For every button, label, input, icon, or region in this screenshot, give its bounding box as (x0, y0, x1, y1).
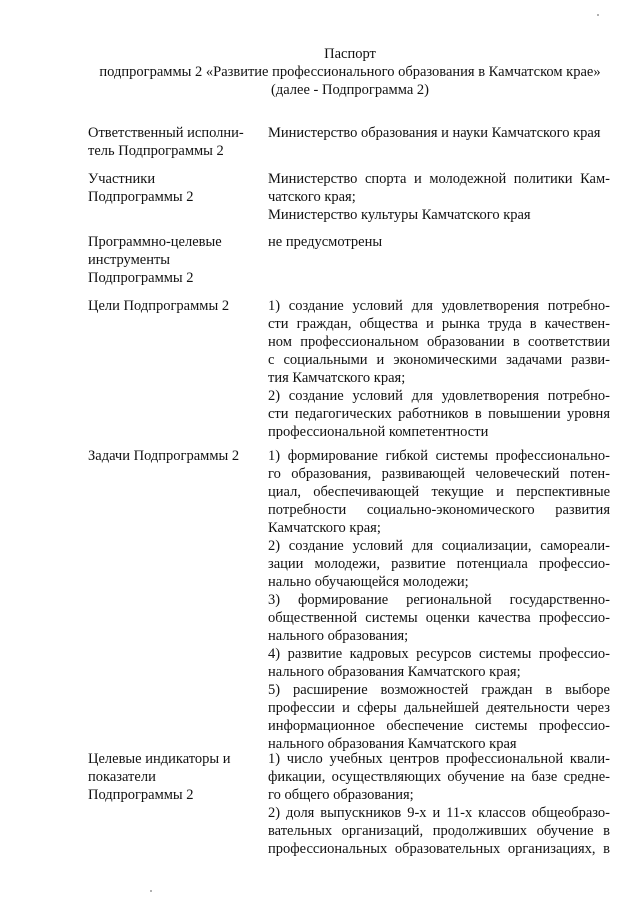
row-value-line: нального образования Камчатского края; (268, 664, 521, 680)
row-label-line: Задачи Подпрограммы 2 (88, 448, 240, 464)
row-value-line: 2) создание условий для социализации, самореали- (268, 538, 610, 554)
row-value-line: 2) доля выпускников 9-х и 11-х классов общеобразо- (268, 805, 610, 821)
scan-speck (597, 14, 599, 16)
row-value-line: тия Камчатского края; (268, 370, 406, 386)
row-label (88, 447, 260, 465)
row-value-line: 1) создание условий для удовлетворения потребно- (268, 298, 610, 314)
subprogram-alias: (далее - Подпрограмма 2) (271, 82, 429, 98)
row-label (88, 750, 260, 804)
row-value-line: 3) формирование региональной государственно- (268, 592, 610, 608)
row-value (268, 233, 610, 251)
row-value-line: Камчатского края; (268, 520, 381, 536)
row-value-line: Министерство образования и науки Камчатского края (268, 125, 601, 141)
row-value-line: нального образования Камчатского края (268, 736, 517, 752)
row-label-line: показатели (88, 769, 156, 785)
row-label-line: Цели Подпрограммы 2 (88, 298, 230, 314)
row-label-line: тель Подпрограммы 2 (88, 143, 224, 159)
row-label (88, 170, 260, 206)
row-value (268, 297, 610, 441)
row-value-line: 2) создание условий для удовлетворения потребно- (268, 388, 610, 404)
row-value-line: потребности социально-экономического развития (268, 502, 610, 518)
row-value-line: Министерство культуры Камчатского края (268, 207, 531, 223)
document-title: Паспорт (324, 46, 376, 62)
row-label-line: Программно-целевые (88, 234, 222, 250)
row-label-line: Подпрограммы 2 (88, 270, 194, 286)
row-value-line: фикации, осуществляющих обучение на базе средне- (268, 769, 610, 785)
row-value (268, 447, 610, 753)
row-value-line: общественной системы оценки качества профессио- (268, 610, 610, 626)
row-label-line: Подпрограммы 2 (88, 787, 194, 803)
row-value-line: ном профессиональном образовании в соответствии (268, 334, 610, 350)
row-value-line: 1) число учебных центров профессиональной квали- (268, 751, 610, 767)
row-value-line: нально обучающейся молодежи; (268, 574, 469, 590)
row-value-line: вательных организаций, продолживших обучение в (268, 823, 610, 839)
subprogram-name: подпрограммы 2 «Развитие профессионального образования в Камчатском крае» (99, 64, 601, 80)
row-value-line: профессиональной компетентности (268, 424, 489, 440)
scan-speck (150, 890, 152, 892)
row-value-line: сти педагогических работников в повышении уровня (268, 406, 610, 422)
row-value-line: го образования, развивающей человеческий потен- (268, 466, 610, 482)
document-header (60, 45, 640, 99)
row-value-line: нального образования; (268, 628, 409, 644)
row-value-line: информационное обеспечение системы профессио- (268, 718, 610, 734)
row-label-line: Целевые индикаторы и (88, 751, 231, 767)
row-value (268, 170, 610, 224)
row-value-line: зации молодежи, развитие потенциала профессио- (268, 556, 610, 572)
row-label (88, 124, 260, 160)
row-value-line: профессиональных образовательных организациях, в (268, 841, 610, 857)
row-value-line: 4) развитие кадровых ресурсов системы профессио- (268, 646, 610, 662)
row-value-line: с социальными и экономическими задачами разви- (268, 352, 610, 368)
row-value-line: го общего образования; (268, 787, 414, 803)
row-label-line: инструменты (88, 252, 171, 268)
row-value (268, 124, 610, 142)
row-value-line: профессии и сферы дальнейшей деятельности через (268, 700, 610, 716)
row-value-line: 5) расширение возможностей граждан в выборе (268, 682, 610, 698)
row-label-line: Участники (88, 171, 156, 187)
row-value-line: чатского края; (268, 189, 356, 205)
row-label (88, 297, 260, 315)
row-value-line: 1) формирование гибкой системы профессионально- (268, 448, 610, 464)
row-label-line: Ответственный исполни- (88, 125, 244, 141)
row-value-line: сти граждан, общества и рынка труда в качествен- (268, 316, 610, 332)
row-value-line: не предусмотрены (268, 234, 383, 250)
row-value-line: циал, обеспечивающей текущие и перспективные (268, 484, 610, 500)
row-value-line: Министерство спорта и молодежной политики Кам- (268, 171, 610, 187)
row-label-line: Подпрограммы 2 (88, 189, 194, 205)
row-value (268, 750, 610, 858)
row-label (88, 233, 260, 287)
